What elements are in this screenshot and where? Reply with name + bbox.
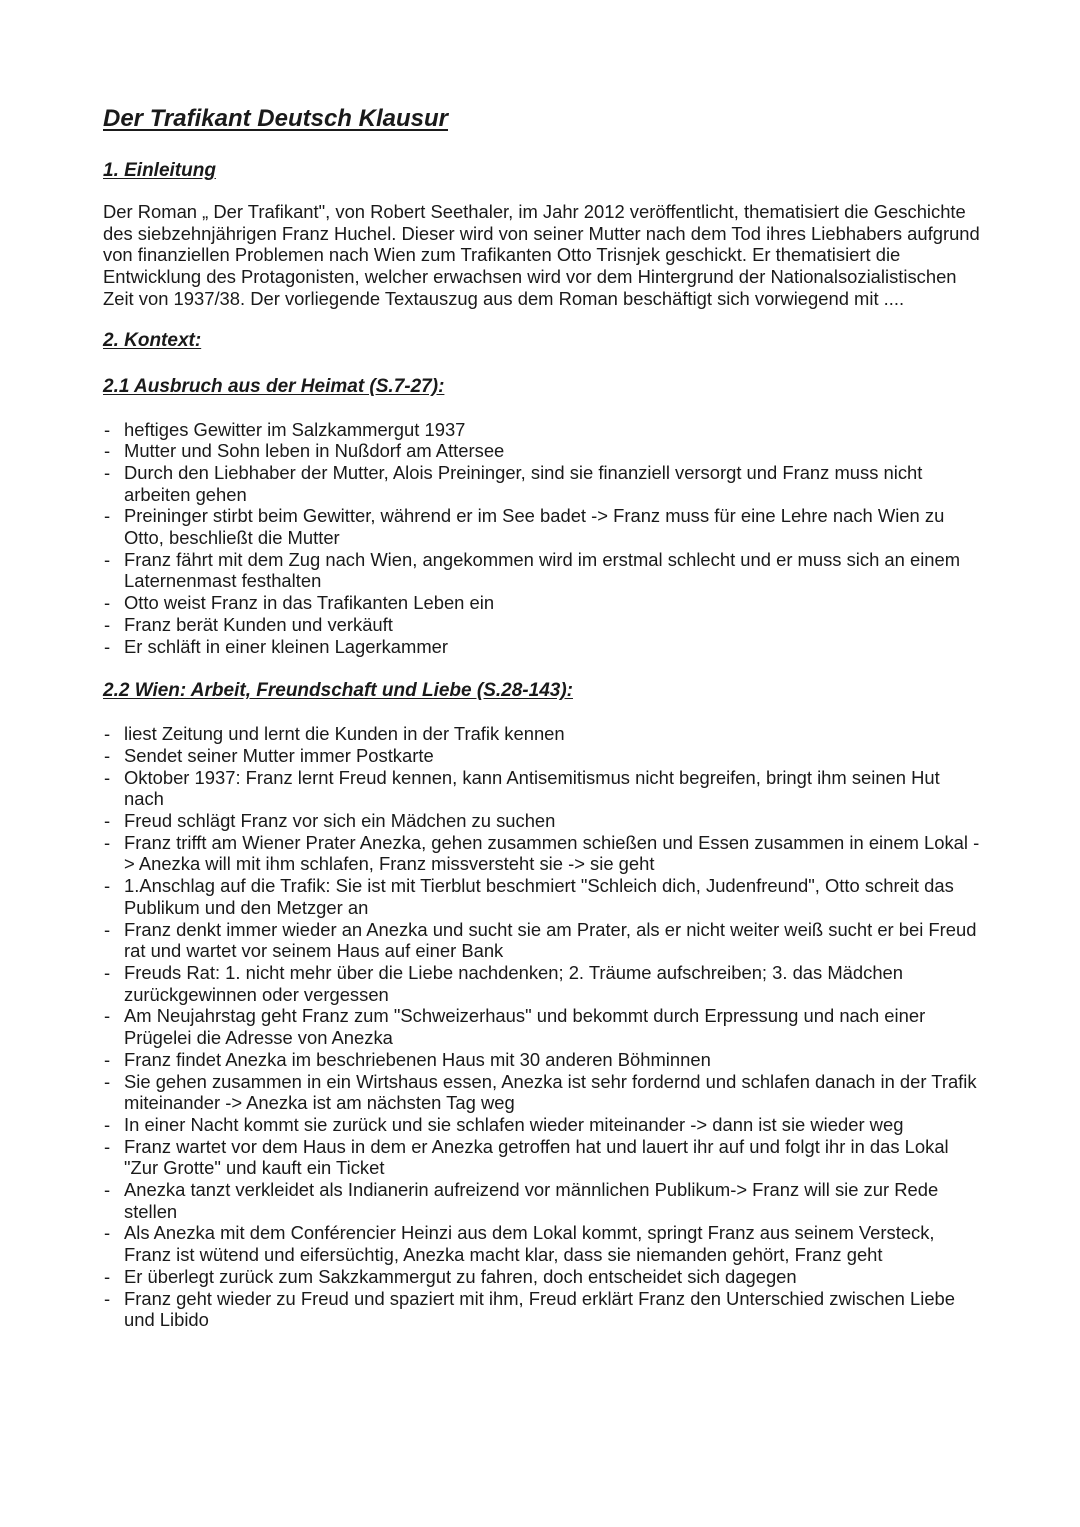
list-item: - Franz wartet vor dem Haus in dem er Anezka getroffen hat und lauert ihr auf und folgt ihr in das Lokal "Zur Grotte" und kauft ein Ticket [103,1136,983,1179]
bullet-list-heimat [103,419,983,658]
list-item: - Er schläft in einer kleinen Lagerkammer [103,636,983,658]
list-item: - Mutter und Sohn leben in Nußdorf am Attersee [103,440,983,462]
list-item: - Er überlegt zurück zum Sakzkammergut zu fahren, doch entscheidet sich dagegen [103,1266,983,1288]
list-item: - Preininger stirbt beim Gewitter, während er im See badet -> Franz muss für eine Lehre nach Wien zu Otto, beschließt die Mutter [103,505,983,548]
list-item: - Sie gehen zusammen in ein Wirtshaus essen, Anezka ist sehr fordernd und schlafen danach in der Trafik miteinander -> Anezka ist am nächsten Tag weg [103,1071,983,1114]
list-item: - Als Anezka mit dem Conférencier Heinzi aus dem Lokal kommt, springt Franz aus seinem Versteck, Franz ist wütend und eifersüchtig, Anezka macht klar, dass sie niemanden gehört, Franz geht [103,1222,983,1265]
list-item: - liest Zeitung und lernt die Kunden in der Trafik kennen [103,723,983,745]
list-item: - Sendet seiner Mutter immer Postkarte [103,745,983,767]
list-item: - Otto weist Franz in das Trafikanten Leben ein [103,592,983,614]
list-item: - Freuds Rat: 1. nicht mehr über die Liebe nachdenken; 2. Träume aufschreiben; 3. das Mädchen zurückgewinnen oder vergessen [103,962,983,1005]
section-heading-context: 2. Kontext: [103,329,202,351]
list-item: - Franz denkt immer wieder an Anezka und sucht sie am Prater, als er nicht weiter weiß sucht er bei Freud rat und wartet vor seinem Haus auf einer Bank [103,919,983,962]
subsection-heading-heimat: 2.1 Ausbruch aus der Heimat (S.7-27): [103,375,445,397]
list-item: - Freud schlägt Franz vor sich ein Mädchen zu suchen [103,810,983,832]
list-item: - Oktober 1937: Franz lernt Freud kennen, kann Antisemitismus nicht begreifen, bringt ihm seinen Hut nach [103,767,983,810]
list-item: - Franz findet Anezka im beschriebenen Haus mit 30 anderen Böhminnen [103,1049,983,1071]
list-item: - heftiges Gewitter im Salzkammergut 1937 [103,419,983,441]
list-item: - Franz fährt mit dem Zug nach Wien, angekommen wird im erstmal schlecht und er muss sich an einem Laternenmast festhalten [103,549,983,592]
list-item: - 1.Anschlag auf die Trafik: Sie ist mit Tierblut beschmiert "Schleich dich, Judenfreund", Otto schreit das Publikum und den Metzger an [103,875,983,918]
list-item: - Anezka tanzt verkleidet als Indianerin aufreizend vor männlichen Publikum-> Franz will sie zur Rede stellen [103,1179,983,1222]
subsection-heading-wien: 2.2 Wien: Arbeit, Freundschaft und Liebe (S.28-143): [103,680,573,702]
list-item: - Am Neujahrstag geht Franz zum "Schweizerhaus" und bekommt durch Erpressung und nach einer Prügelei die Adresse von Anezka [103,1005,983,1048]
list-item: - Franz trifft am Wiener Prater Anezka, gehen zusammen schießen und Essen zusammen in einem Lokal -> Anezka will mit ihm schlafen, Franz missversteht sie -> sie geht [103,832,983,875]
intro-paragraph: Der Roman „ Der Trafikant", von Robert Seethaler, im Jahr 2012 veröffentlicht, thematisiert die Geschichte des siebzehnjährigen Franz Huchel. Dieser wird von seiner Mutter nach dem Tod ihres Liebhabers aufgrund von finanziellen Problemen nach Wien zum Trafikanten Otto Trisnjek geschickt. Er thematisiert die Entwicklung des Protagonisten, welcher erwachsen wird vor dem Hintergrund der Nationalsozialistischen Zeit von 1937/38. Der vorliegende Textauszug aus dem Roman beschäftigt sich vorwiegend mit .... [103,201,980,309]
document-title: Der Trafikant Deutsch Klausur [103,105,448,132]
document-page [103,104,983,1331]
list-item: - Franz berät Kunden und verkäuft [103,614,983,636]
list-item: - Durch den Liebhaber der Mutter, Alois Preininger, sind sie finanziell versorgt und Franz muss nicht arbeiten gehen [103,462,983,505]
list-item: - In einer Nacht kommt sie zurück und sie schlafen wieder miteinander -> dann ist sie wieder weg [103,1114,983,1136]
section-heading-intro: 1. Einleitung [103,160,216,181]
bullet-list-wien [103,723,983,1331]
list-item: - Franz geht wieder zu Freud und spaziert mit ihm, Freud erklärt Franz den Unterschied zwischen Liebe und Libido [103,1288,983,1331]
